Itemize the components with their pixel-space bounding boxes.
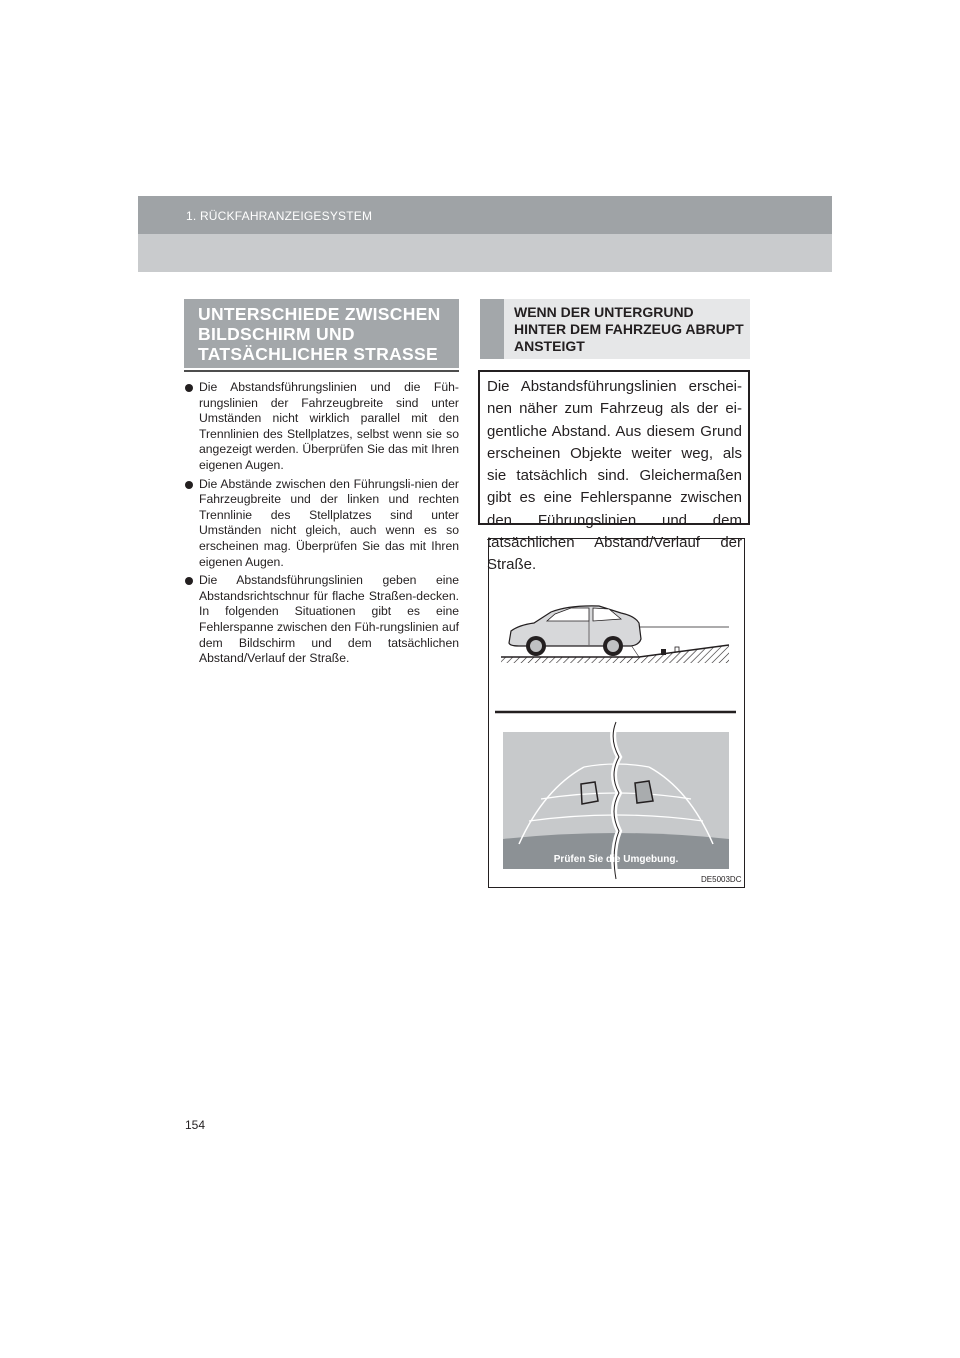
list-item [184,380,459,474]
divider [184,370,459,372]
screen-message: Prüfen Sie die Umgebung. [553,854,679,865]
chapter-title: 1. RÜCKFAHRANZEIGESYSTEM [186,209,373,223]
section-heading-left [184,299,459,368]
list-item [184,573,459,667]
list-item-text: Die Abstandsführungslinien und die Füh-rungslinien der Fahrzeugbreite sind unter Umständen nicht wirklich parallel mit den Trennlinien des Stellplatzes, selbst wenn sie so angezeigt werden. Überprüfen Sie das mit Ihren eigenen Augen. [199,380,459,472]
side-view-scene [501,606,729,663]
bullet-icon [185,481,193,489]
note-box [478,370,750,574]
bullet-icon [185,577,193,585]
illustration-figure [488,538,745,888]
list-item-text: Die Abstandsführungslinien geben eine Abstandsrichtschnur für flache Straßen-decken. In folgenden Situationen gibt es eine Fehlerspanne zwischen den Füh-rungslinien auf dem Bildschirm und dem tatsächlichen Abstand/Verlauf der Straße. [199,573,459,666]
camera-screen-view [503,722,729,879]
chapter-header [138,196,832,272]
bullet-icon [185,384,193,392]
heading-accent-bar [480,299,504,359]
section-heading-right-text: WENN DER UNTERGRUND HINTER DEM FAHRZEUG ABRUPT ANSTEIGT [514,304,744,354]
bullet-list [184,380,459,670]
figure-code: DE5003DC [701,875,742,884]
section-heading-left-text: UNTERSCHIEDE ZWISCHEN BILDSCHIRM UND TATSÄCHLICHER STRASSE [198,304,441,364]
car-on-slope-illustration [489,539,744,887]
section-heading-right [480,299,750,359]
note-text: Die Abstandsführungslinien erschei-nen näher zum Fahrzeug als der ei-gentliche Abstand. Aus diesem Grund erscheinen Objekte weiter weg, als sie tatsächlich sind. Gleichermaßen gibt es eine Fehlerspanne zwischen den Führungslinien und dem tatsächlichen Abstand/Verlauf der Straße. [487,378,742,574]
list-item [184,477,459,571]
list-item-text: Die Abstände zwischen den Führungsli-nien der Fahrzeugbreite und der linken und rechten Trennlinie des Stellplatzes sind unter Umständen nicht gleich, auch wenn es so erscheinen mag. Überprüfen Sie das mit Ihren eigenen Augen. [199,476,459,569]
chapter-header-strip [138,196,832,234]
page-number: 154 [185,1118,206,1132]
